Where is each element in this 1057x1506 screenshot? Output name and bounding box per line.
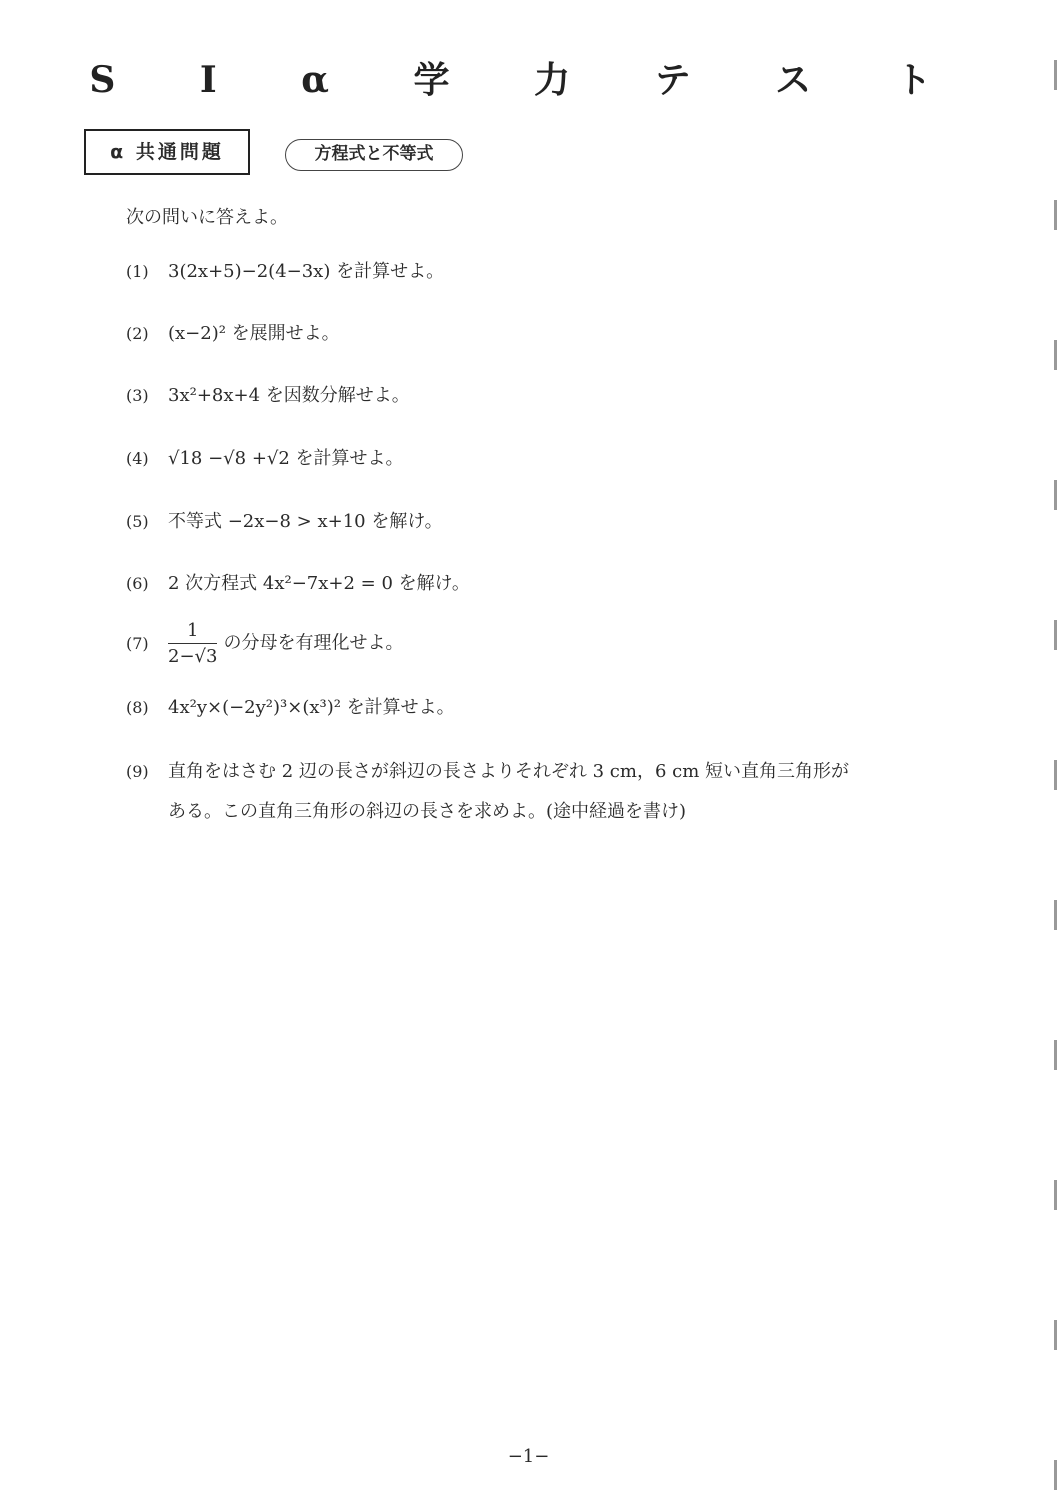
question-text: 不等式 −2x−8 > x+10 を解け。 [168,511,443,532]
question-text: 直角をはさむ 2 辺の長さが斜辺の長さよりそれぞれ 3 cm，6 cm 短い直角三角形が [168,761,849,782]
question-number: (9) [126,762,149,781]
section-label: α 共通問題 [84,129,250,175]
question-9 [126,757,849,783]
question-7 [126,620,403,667]
fraction-denominator: 2−√3 [168,646,218,667]
question-5 [126,507,443,533]
question-number: (8) [126,698,149,717]
question-6 [126,569,470,595]
question-text: 3(2x+5)−2(4−3x) を計算せよ。 [168,261,445,282]
question-number: (6) [126,574,149,593]
question-number: (5) [126,512,149,531]
page-title: S I α 学 力 テ ス ト [89,59,968,101]
question-1 [126,257,444,283]
question-8 [126,693,455,719]
question-number: (1) [126,262,149,281]
fraction [168,620,217,667]
question-2 [126,319,340,345]
page-number: −1− [507,1446,550,1467]
question-text: の分母を有理化せよ。 [223,632,404,654]
question-text: √18 −√8 +√2 を計算せよ。 [168,448,404,469]
question-3 [126,381,410,407]
instructions: 次の問いに答えよ。 [126,207,288,228]
question-number: (4) [126,449,149,468]
question-9-continuation: ある。この直角三角形の斜辺の長さを求めよ。(途中経過を書け) [168,801,687,822]
question-4 [126,444,404,470]
question-text: 3x²+8x+4 を因数分解せよ。 [168,385,410,406]
fraction-numerator: 1 [168,620,217,644]
question-number: (2) [126,324,149,343]
question-number: (7) [126,633,149,653]
question-number: (3) [126,386,149,405]
question-text: 2 次方程式 4x²−7x+2 = 0 を解け。 [168,573,470,594]
question-text: (x−2)² を展開せよ。 [168,323,340,344]
question-text: 4x²y×(−2y²)³×(x³)² を計算せよ。 [168,697,455,718]
topic-label: 方程式と不等式 [285,139,463,171]
